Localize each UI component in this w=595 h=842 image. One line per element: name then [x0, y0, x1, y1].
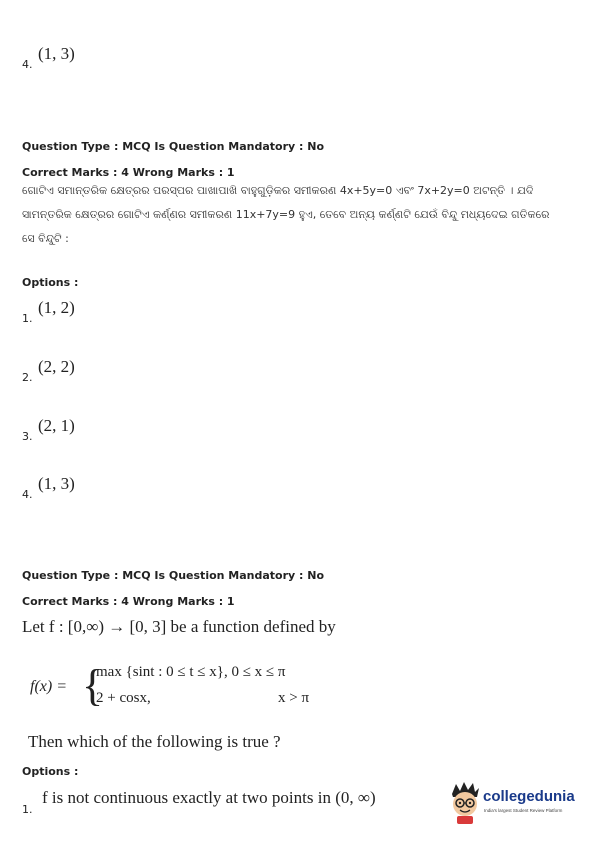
- options-label: Options :: [22, 276, 79, 289]
- collegedunia-watermark: [448, 780, 588, 830]
- piecewise-brace: {: [82, 661, 104, 710]
- option-number: 1.: [22, 803, 33, 816]
- question-text: Then which of the following is true ?: [28, 732, 281, 751]
- question-text-line-3: ସେ ବିନ୍ଦୁଟି :: [22, 232, 69, 245]
- piecewise-case-1: max {sint : 0 ≤ t ≤ x}, 0 ≤ x ≤ π: [96, 664, 286, 680]
- question-type-line: Question Type : MCQ Is Question Mandatory : No: [22, 569, 325, 582]
- option-number: 4.: [22, 488, 33, 501]
- piecewise-case-2: 2 + cosx,: [96, 690, 151, 706]
- brand-name: collegedunia: [483, 788, 575, 805]
- option-value: (1, 3): [38, 44, 75, 63]
- option-value: f is not continuous exactly at two points in (0, ∞): [42, 788, 376, 807]
- option-number: 3.: [22, 430, 33, 443]
- option-number: 2.: [22, 371, 33, 384]
- option-value: (2, 1): [38, 416, 75, 435]
- piecewise-case-2-condition: x > π: [278, 690, 310, 706]
- brand-tagline: India's largest Student Review Platform: [484, 808, 563, 813]
- question-intro: Let f : [0,∞) → [0, 3] be a function defined by: [22, 617, 336, 636]
- marks-line: Correct Marks : 4 Wrong Marks : 1: [22, 595, 235, 608]
- option-value: (1, 2): [38, 298, 75, 317]
- options-label: Options :: [22, 765, 79, 778]
- question-text-line-1: ଗୋଟିଏ ସମାନ୍ତରିକ କ୍ଷେତ୍ରର ପରସ୍ପର ପାଖାପାଖି ବାହୁଗୁଡ଼ିକର ସମୀକରଣ 4x+5y=0 ଏବଂ 7x+2y=0 ଅଟନ୍ତି । ଯଦି: [22, 184, 534, 197]
- option-number: 4.: [22, 58, 33, 71]
- function-label: f(x) =: [30, 678, 67, 695]
- question-text-line-2: ସାମନ୍ତରିକ କ୍ଷେତ୍ରର ଗୋଟିଏ କର୍ଣ୍ଣର ସମୀକରଣ 11x+7y=9 ହୁଏ, ତେବେ ଅନ୍ୟ କର୍ଣ୍ଣଟି ଯେଉଁ ବିନ୍ଦୁ ମଧ୍ୟଦେଇ ଗତିକରେ: [22, 208, 550, 221]
- mascot-icon: [448, 780, 482, 824]
- option-value: (1, 3): [38, 474, 75, 493]
- marks-line: Correct Marks : 4 Wrong Marks : 1: [22, 166, 235, 179]
- question-type-line: Question Type : MCQ Is Question Mandatory : No: [22, 140, 325, 153]
- option-value: (2, 2): [38, 357, 75, 376]
- option-number: 1.: [22, 312, 33, 325]
